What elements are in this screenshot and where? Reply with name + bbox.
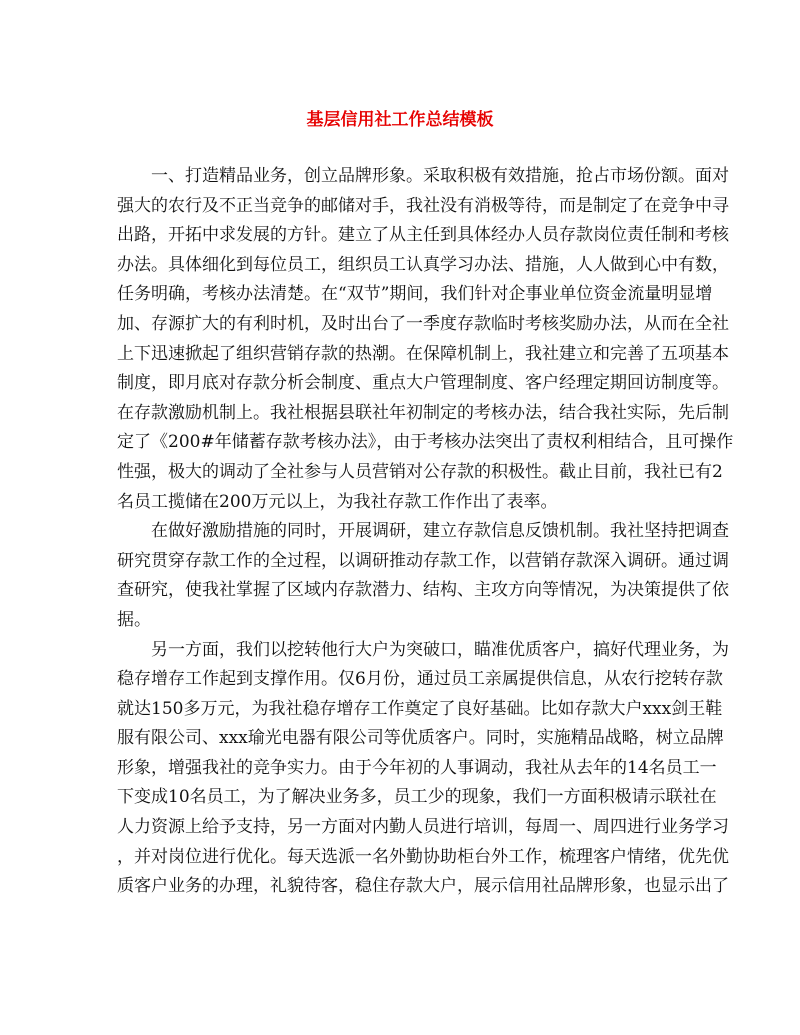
text-line: 名员工揽储在200万元以上，为我社存款工作作出了表率。	[117, 491, 558, 512]
text-line: 制度，即月底对存款分析会制度、重点大户管理制度、客户经理定期回访制度等。	[117, 373, 729, 394]
text-line: 研究贯穿存款工作的全过程，以调研推动存款工作，以营销存款深入调研。通过调	[117, 550, 729, 571]
text-line: 质客户业务的办理，礼貌待客，稳住存款大户，展示信用社品牌形象，也显示出了	[117, 876, 729, 897]
text-line: 据。	[117, 609, 151, 630]
text-line: 查研究，使我社掌握了区域内存款潜力、结构、主攻方向等情况，为决策提供了依	[117, 580, 729, 601]
text-line: 就达150多万元，为我社稳存增存工作奠定了良好基础。比如存款大户xxx剑王鞋	[117, 698, 723, 719]
text-line: 形象，增强我社的竞争实力。由于今年初的人事调动，我社从去年的14名员工一	[117, 757, 717, 778]
paragraph-3	[117, 636, 729, 902]
text-line: 服有限公司、xxx瑜光电器有限公司等优质客户。同时，实施精品战略，树立品牌	[117, 728, 724, 749]
text-line: 强大的农行及不正当竞争的邮储对手，我社没有消极等待，而是制定了在竞争中寻	[117, 195, 729, 216]
text-line: 任务明确，考核办法清楚。在“双节”期间，我们针对企事业单位资金流量明显增	[117, 284, 713, 305]
text-line: 一、打造精品业务，创立品牌形象。采取积极有效措施，抢占市场份额。面对	[151, 166, 729, 186]
text-line: 办法。具体细化到每位员工，组织员工认真学习办法、措施，人人做到心中有数，	[117, 254, 729, 275]
text-line: 另一方面，我们以挖转他行大户为突破口，瞄准优质客户，搞好代理业务，为	[151, 639, 729, 660]
text-line: 定了《200#年储蓄存款考核办法》，由于考核办法突出了责权利相结合，且可操作	[117, 432, 734, 453]
text-line: ，并对岗位进行优化。每天选派一名外勤协助柜台外工作，梳理客户情绪，优先优	[117, 846, 729, 867]
text-line: 上下迅速掀起了组织营销存款的热潮。在保障机制上，我社建立和完善了五项基本	[117, 343, 729, 364]
document-title: 基层信用社工作总结模板	[306, 110, 494, 130]
text-line: 稳存增存工作起到支撑作用。仅6月份，通过员工亲属提供信息，从农行挖转存款	[117, 669, 723, 690]
text-line: 人力资源上给予支持，另一方面对内勤人员进行培训，每周一、周四进行业务学习	[117, 817, 729, 838]
paragraph-1	[117, 162, 734, 517]
text-line: 性强，极大的调动了全社参与人员营销对公存款的积极性。截止目前，我社已有2	[117, 461, 723, 482]
text-line: 在存款激励机制上。我社根据县联社年初制定的考核办法，结合我社实际，先后制	[117, 402, 729, 423]
text-line: 出路，开拓中求发展的方针。建立了从主任到具体经办人员存款岗位责任制和考核	[117, 225, 729, 246]
text-line: 下变成10名员工，为了解决业务多，员工少的现象，我们一方面积极请示联社在	[117, 787, 717, 808]
document-body	[117, 162, 734, 902]
text-line: 加、存源扩大的有利时机，及时出台了一季度存款临时考核奖励办法，从而在全社	[117, 313, 729, 334]
paragraph-2	[117, 517, 729, 635]
text-line: 在做好激励措施的同时，开展调研，建立存款信息反馈机制。我社坚持把调查	[151, 521, 729, 542]
